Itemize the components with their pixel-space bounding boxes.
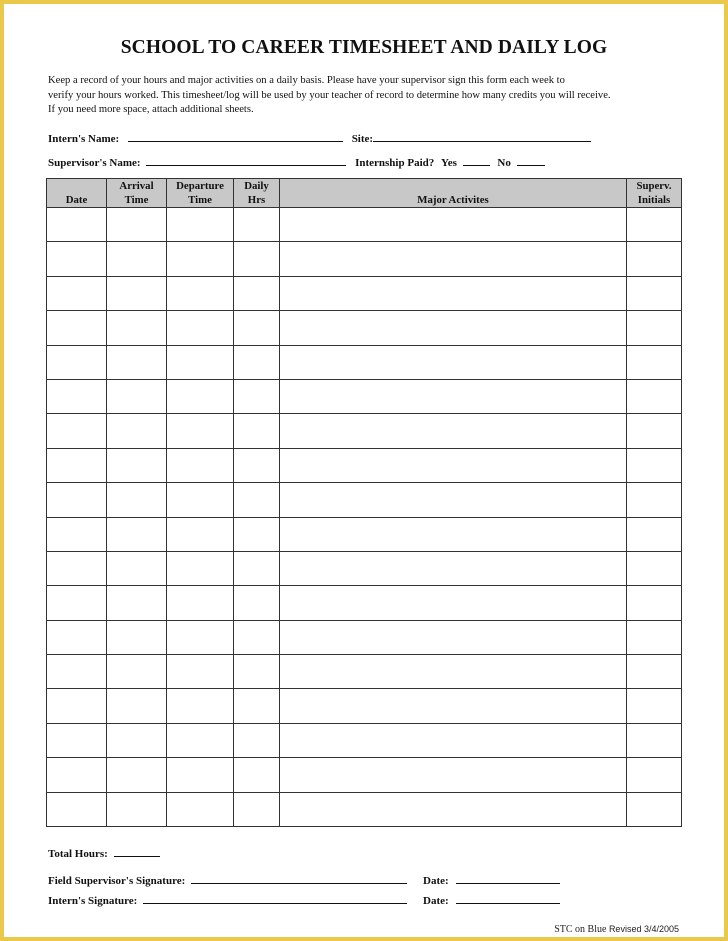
date-cell[interactable] xyxy=(47,792,107,826)
intern-date-row xyxy=(423,893,560,907)
major-activities-cell[interactable] xyxy=(280,345,627,379)
arrival-time-cell[interactable] xyxy=(107,448,167,482)
table-row xyxy=(47,792,682,826)
arrival-time-cell[interactable] xyxy=(107,517,167,551)
table-row xyxy=(47,345,682,379)
field-supervisor-signature-row xyxy=(48,873,407,887)
major-activities-cell[interactable] xyxy=(280,655,627,689)
arrival-time-cell[interactable] xyxy=(107,242,167,276)
date-cell[interactable] xyxy=(47,414,107,448)
major-activities-cell[interactable] xyxy=(280,242,627,276)
column-header-departure-time: Departure Time xyxy=(167,179,234,208)
field-supervisor-date-field[interactable] xyxy=(456,873,560,884)
daily-hours-cell[interactable] xyxy=(234,414,280,448)
supervisor-initials-cell[interactable] xyxy=(627,276,682,310)
major-activities-cell[interactable] xyxy=(280,483,627,517)
date-cell[interactable] xyxy=(47,620,107,654)
major-activities-cell[interactable] xyxy=(280,758,627,792)
daily-hours-cell[interactable] xyxy=(234,345,280,379)
major-activities-cell[interactable] xyxy=(280,517,627,551)
arrival-time-cell[interactable] xyxy=(107,723,167,757)
paid-yes-field[interactable] xyxy=(463,155,490,166)
departure-time-cell[interactable] xyxy=(167,689,234,723)
table-row xyxy=(47,414,682,448)
field-supervisor-date-row xyxy=(423,873,560,887)
interns-name-row xyxy=(48,131,591,145)
arrival-time-cell[interactable] xyxy=(107,414,167,448)
major-activities-cell[interactable] xyxy=(280,620,627,654)
daily-hours-cell[interactable] xyxy=(234,620,280,654)
departure-time-cell[interactable] xyxy=(167,517,234,551)
field-supervisor-signature-field[interactable] xyxy=(191,873,407,884)
daily-hours-cell[interactable] xyxy=(234,792,280,826)
date-cell[interactable] xyxy=(47,242,107,276)
supervisor-initials-cell[interactable] xyxy=(627,723,682,757)
field-supervisor-signature-label: Field Supervisor's Signature: xyxy=(48,875,186,887)
supervisor-initials-cell[interactable] xyxy=(627,345,682,379)
major-activities-cell[interactable] xyxy=(280,586,627,620)
form-title: SCHOOL TO CAREER TIMESHEET AND DAILY LOG xyxy=(120,37,608,58)
daily-hours-cell[interactable] xyxy=(234,689,280,723)
daily-hours-cell[interactable] xyxy=(234,483,280,517)
daily-hours-cell[interactable] xyxy=(234,448,280,482)
arrival-time-cell[interactable] xyxy=(107,311,167,345)
instructions-paragraph xyxy=(48,74,688,118)
instructions-line: Keep a record of your hours and major activities on a daily basis. Please have your supervisor sign this form each week to xyxy=(48,75,565,86)
table-row xyxy=(47,276,682,310)
major-activities-cell[interactable] xyxy=(280,723,627,757)
instructions-line: If you need more space, attach additional sheets. xyxy=(48,104,254,116)
daily-hours-cell[interactable] xyxy=(234,586,280,620)
departure-time-cell[interactable] xyxy=(167,792,234,826)
total-hours-label: Total Hours: xyxy=(48,848,108,860)
date-cell[interactable] xyxy=(47,276,107,310)
supervisor-initials-cell[interactable] xyxy=(627,414,682,448)
daily-hours-cell[interactable] xyxy=(234,379,280,413)
supervisor-initials-cell[interactable] xyxy=(627,448,682,482)
arrival-time-cell[interactable] xyxy=(107,758,167,792)
table-row xyxy=(47,620,682,654)
column-header-date: Date xyxy=(47,179,107,208)
major-activities-cell[interactable] xyxy=(280,551,627,585)
supervisor-initials-cell[interactable] xyxy=(627,792,682,826)
major-activities-cell[interactable] xyxy=(280,689,627,723)
departure-time-cell[interactable] xyxy=(167,276,234,310)
supervisor-initials-cell[interactable] xyxy=(627,551,682,585)
table-row xyxy=(47,448,682,482)
arrival-time-cell[interactable] xyxy=(107,620,167,654)
supervisor-initials-cell[interactable] xyxy=(627,758,682,792)
arrival-time-cell[interactable] xyxy=(107,345,167,379)
revision-date: Revised 3/4/2005 xyxy=(608,924,679,934)
paid-no-label: No xyxy=(497,157,511,169)
column-header-arrival-time: Arrival Time xyxy=(107,179,167,208)
date-cell[interactable] xyxy=(47,551,107,585)
arrival-time-cell[interactable] xyxy=(107,208,167,242)
major-activities-cell[interactable] xyxy=(280,311,627,345)
departure-time-cell[interactable] xyxy=(167,723,234,757)
supervisors-name-label: Supervisor's Name: xyxy=(48,157,141,169)
column-header-major-activities: Major Activites xyxy=(280,179,627,208)
arrival-time-cell[interactable] xyxy=(107,792,167,826)
departure-time-cell[interactable] xyxy=(167,655,234,689)
date-cell[interactable] xyxy=(47,483,107,517)
major-activities-cell[interactable] xyxy=(280,448,627,482)
table-row xyxy=(47,379,682,413)
major-activities-cell[interactable] xyxy=(280,792,627,826)
table-row xyxy=(47,723,682,757)
date-cell[interactable] xyxy=(47,379,107,413)
table-row xyxy=(47,208,682,242)
intern-signature-row xyxy=(48,893,407,907)
date-cell[interactable] xyxy=(47,723,107,757)
departure-time-cell[interactable] xyxy=(167,758,234,792)
log-table-body xyxy=(47,208,682,827)
table-row xyxy=(47,758,682,792)
paid-no-field[interactable] xyxy=(517,155,545,166)
arrival-time-cell[interactable] xyxy=(107,551,167,585)
supervisor-initials-cell[interactable] xyxy=(627,689,682,723)
departure-time-cell[interactable] xyxy=(167,586,234,620)
daily-hours-cell[interactable] xyxy=(234,758,280,792)
supervisors-name-field[interactable] xyxy=(146,155,346,166)
major-activities-cell[interactable] xyxy=(280,414,627,448)
departure-time-cell[interactable] xyxy=(167,208,234,242)
table-row xyxy=(47,483,682,517)
table-row xyxy=(47,655,682,689)
date-cell[interactable] xyxy=(47,517,107,551)
timesheet-page xyxy=(4,4,724,937)
arrival-time-cell[interactable] xyxy=(107,483,167,517)
table-row xyxy=(47,242,682,276)
table-header-row xyxy=(47,179,682,208)
arrival-time-cell[interactable] xyxy=(107,379,167,413)
date-cell[interactable] xyxy=(47,311,107,345)
column-header-supervisor-initials: Superv. Initials xyxy=(627,179,682,208)
daily-hours-cell[interactable] xyxy=(234,276,280,310)
intern-date-field[interactable] xyxy=(456,893,560,904)
supervisor-initials-cell[interactable] xyxy=(627,208,682,242)
supervisor-initials-cell[interactable] xyxy=(627,311,682,345)
supervisor-initials-cell[interactable] xyxy=(627,379,682,413)
table-row xyxy=(47,517,682,551)
departure-time-cell[interactable] xyxy=(167,345,234,379)
intern-signature-label: Intern's Signature: xyxy=(48,895,138,907)
supervisor-initials-cell[interactable] xyxy=(627,483,682,517)
paid-yes-label: Yes xyxy=(441,157,457,169)
departure-time-cell[interactable] xyxy=(167,242,234,276)
daily-hours-cell[interactable] xyxy=(234,208,280,242)
total-hours-row xyxy=(48,846,160,860)
supervisor-initials-cell[interactable] xyxy=(627,517,682,551)
departure-time-cell[interactable] xyxy=(167,311,234,345)
arrival-time-cell[interactable] xyxy=(107,689,167,723)
date-cell[interactable] xyxy=(47,345,107,379)
site-field[interactable] xyxy=(373,131,591,142)
intern-date-label: Date: xyxy=(423,895,449,907)
interns-name-field[interactable] xyxy=(128,131,343,142)
departure-time-cell[interactable] xyxy=(167,551,234,585)
total-hours-field[interactable] xyxy=(114,846,160,857)
date-cell[interactable] xyxy=(47,655,107,689)
arrival-time-cell[interactable] xyxy=(107,655,167,689)
column-header-daily-hours: Daily Hrs xyxy=(234,179,280,208)
date-cell[interactable] xyxy=(47,448,107,482)
daily-hours-cell[interactable] xyxy=(234,517,280,551)
intern-signature-field[interactable] xyxy=(143,893,407,904)
major-activities-cell[interactable] xyxy=(280,208,627,242)
departure-time-cell[interactable] xyxy=(167,379,234,413)
internship-paid-label: Internship Paid? xyxy=(355,157,435,169)
supervisor-initials-cell[interactable] xyxy=(627,655,682,689)
supervisor-initials-cell[interactable] xyxy=(627,586,682,620)
table-row xyxy=(47,551,682,585)
revision-prefix: STC on Blue xyxy=(554,924,607,935)
major-activities-cell[interactable] xyxy=(280,379,627,413)
daily-hours-cell[interactable] xyxy=(234,242,280,276)
revision-note xyxy=(554,924,679,935)
date-cell[interactable] xyxy=(47,689,107,723)
date-cell[interactable] xyxy=(47,758,107,792)
supervisors-name-row xyxy=(48,155,545,169)
daily-hours-cell[interactable] xyxy=(234,723,280,757)
date-cell[interactable] xyxy=(47,586,107,620)
table-row xyxy=(47,311,682,345)
daily-hours-cell[interactable] xyxy=(234,655,280,689)
departure-time-cell[interactable] xyxy=(167,620,234,654)
daily-log-table xyxy=(46,178,682,827)
instructions-line: verify your hours worked. This timesheet/log will be used by your teacher of record to determine how many credits you will receive. xyxy=(48,89,611,101)
site-label: Site: xyxy=(351,133,374,145)
date-cell[interactable] xyxy=(47,208,107,242)
table-row xyxy=(47,586,682,620)
daily-hours-cell[interactable] xyxy=(234,311,280,345)
major-activities-cell[interactable] xyxy=(280,276,627,310)
daily-hours-cell[interactable] xyxy=(234,551,280,585)
interns-name-label: Intern's Name: xyxy=(48,133,120,145)
supervisor-initials-cell[interactable] xyxy=(627,242,682,276)
departure-time-cell[interactable] xyxy=(167,483,234,517)
departure-time-cell[interactable] xyxy=(167,414,234,448)
departure-time-cell[interactable] xyxy=(167,448,234,482)
arrival-time-cell[interactable] xyxy=(107,586,167,620)
table-row xyxy=(47,689,682,723)
field-supervisor-date-label: Date: xyxy=(423,875,449,887)
arrival-time-cell[interactable] xyxy=(107,276,167,310)
supervisor-initials-cell[interactable] xyxy=(627,620,682,654)
